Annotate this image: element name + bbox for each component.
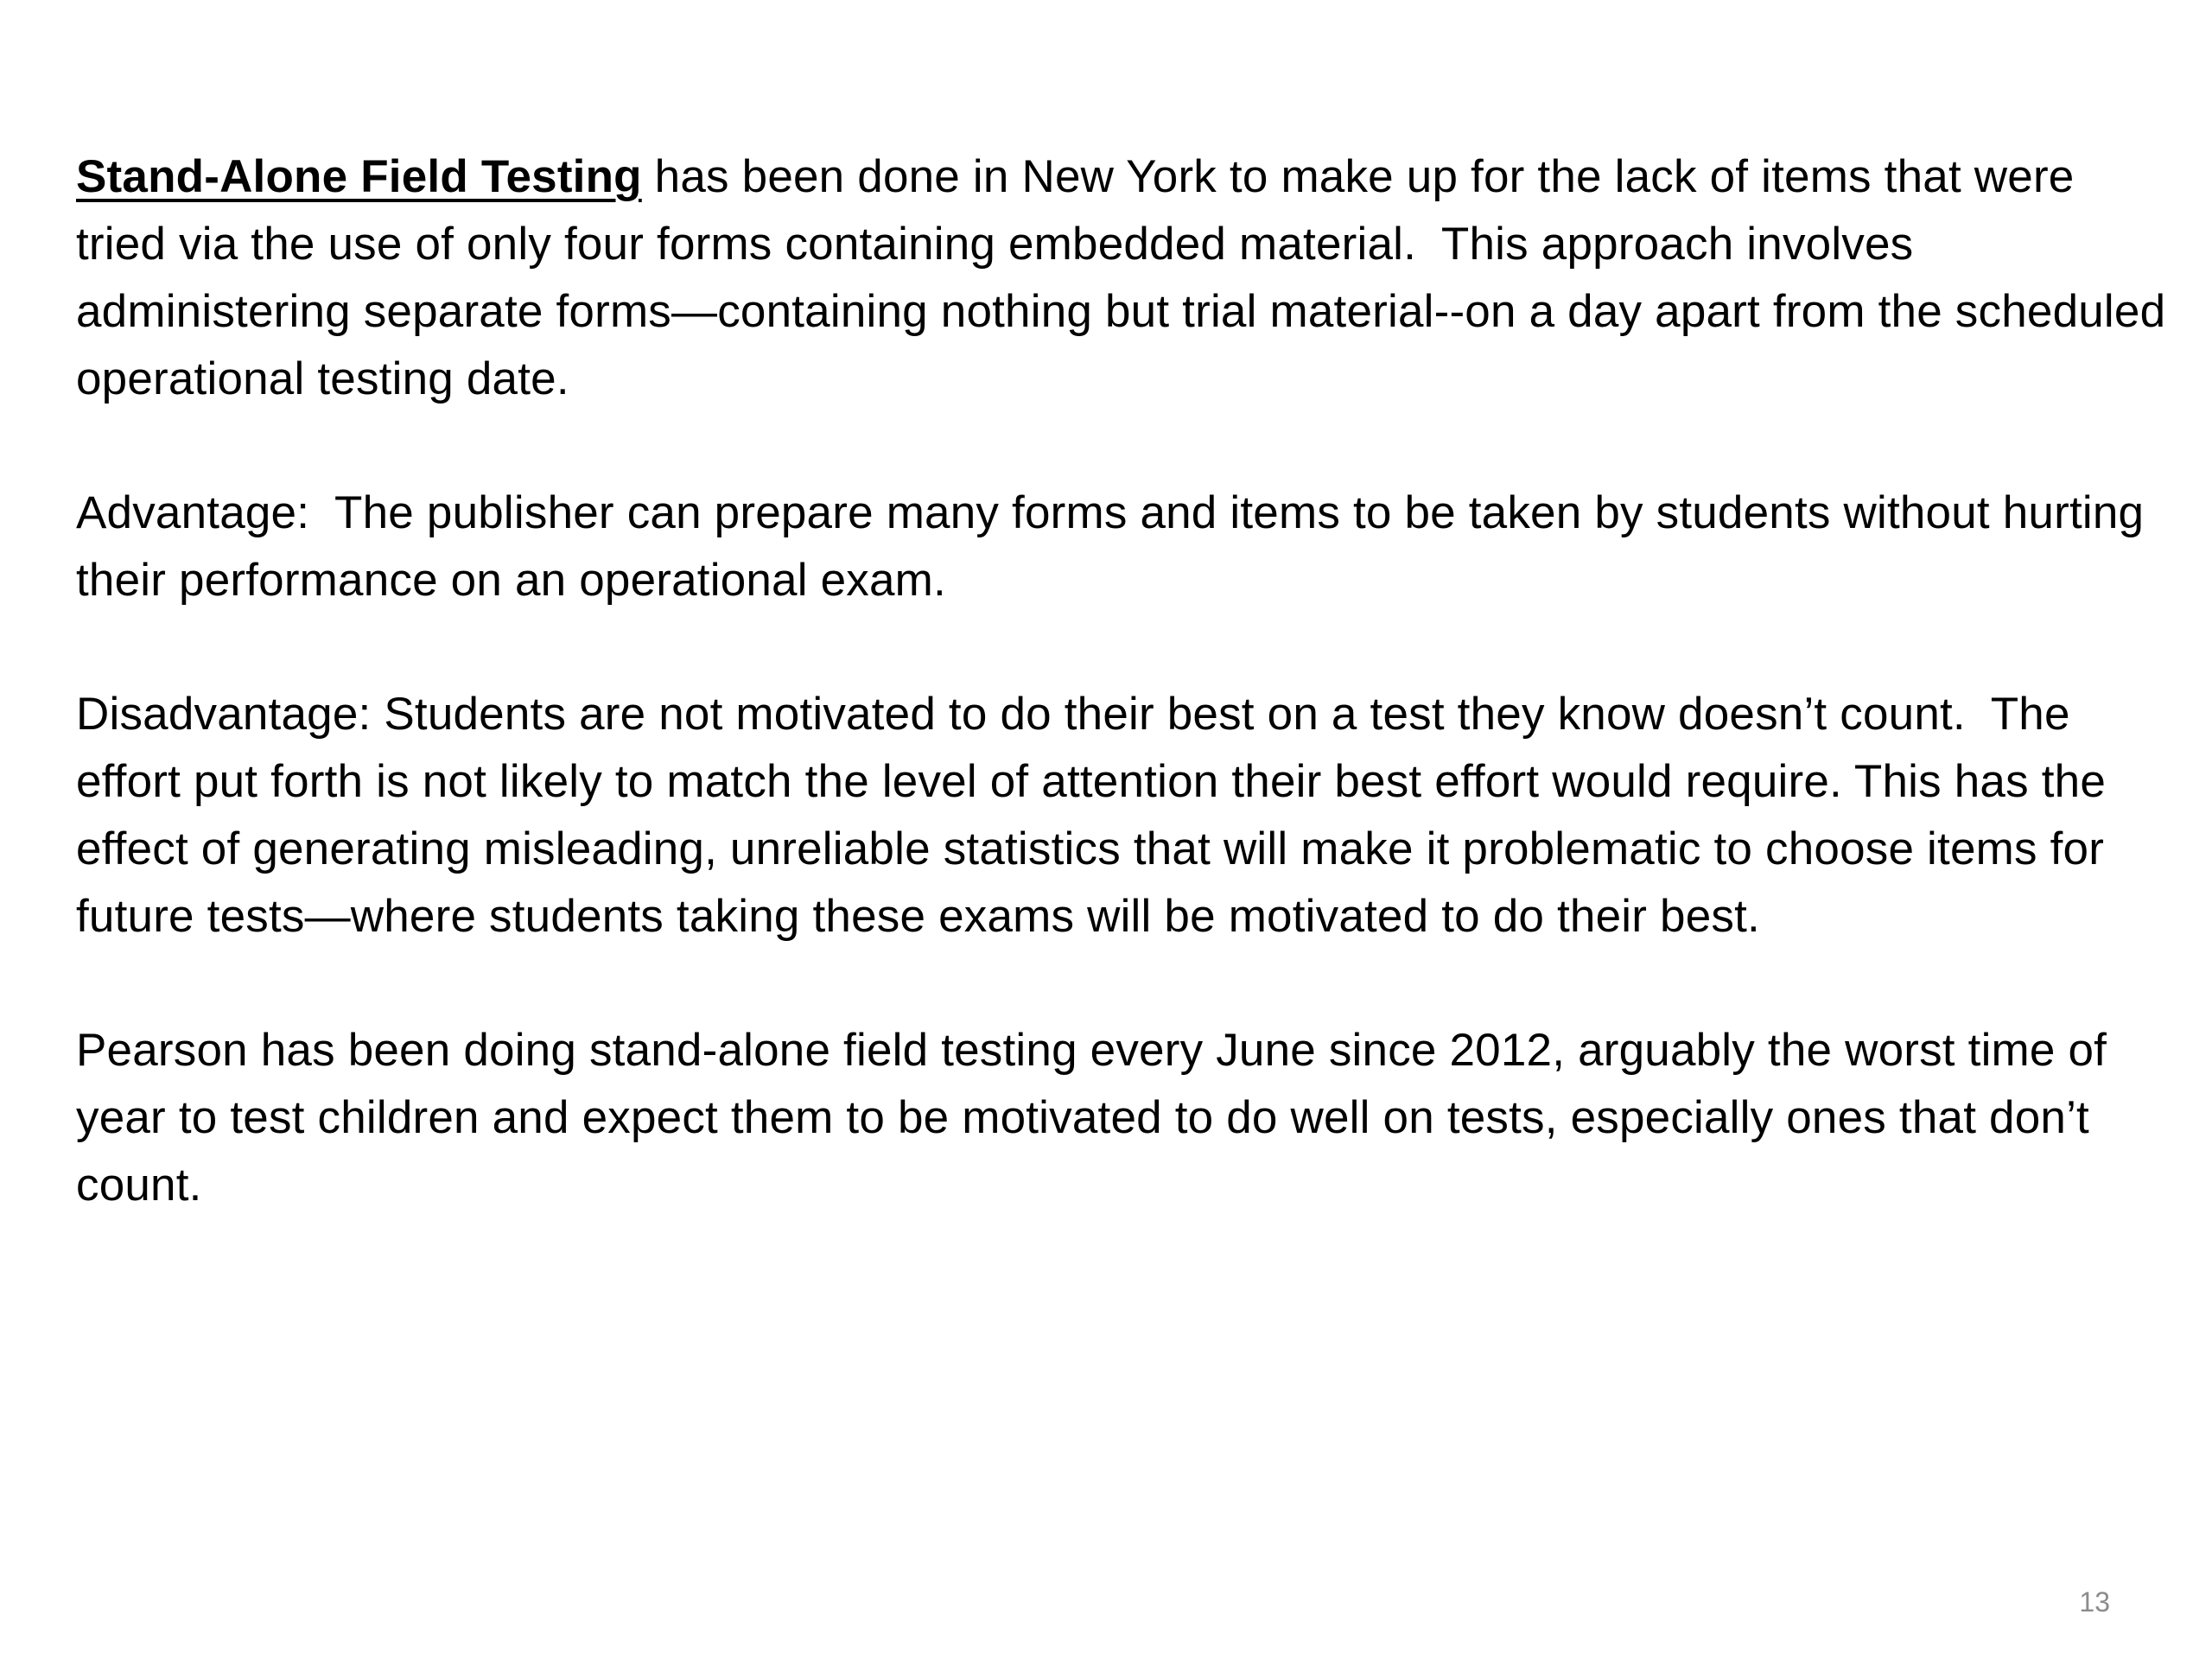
intro-paragraph xyxy=(76,143,2179,413)
disadvantage-paragraph: Disadvantage: Students are not motivated to do their best on a test they know doesn’t count. The effort put forth is not likely to match the level of attention their best effort would require. This has the effect of generating misleading, unreliable statistics that will make it problematic to choose items for future tests—where students taking these exams will be motivated to do their best. xyxy=(76,689,2119,942)
page-number: 13 xyxy=(2079,1586,2110,1618)
intro-paragraph-text: has been done in New York to make up for the lack of items that were tried via the use of only four forms containing embedded material. This approach involves administering separate forms—containing nothing but trial material--on a day apart from the scheduled operational testing date. xyxy=(76,151,2179,404)
slide-body xyxy=(76,143,2179,1219)
pearson-paragraph: Pearson has been doing stand-alone field testing every June since 2012, arguably the worst time of year to test children and expect them to be motivated to do well on tests, especially ones that don’t count. xyxy=(76,1025,2107,1211)
advantage-paragraph: Advantage: The publisher can prepare many forms and items to be taken by students without hurting their performance on an operational exam. xyxy=(76,487,2158,606)
stand-alone-field-testing-heading: Stand-Alone Field Testing xyxy=(76,151,642,202)
